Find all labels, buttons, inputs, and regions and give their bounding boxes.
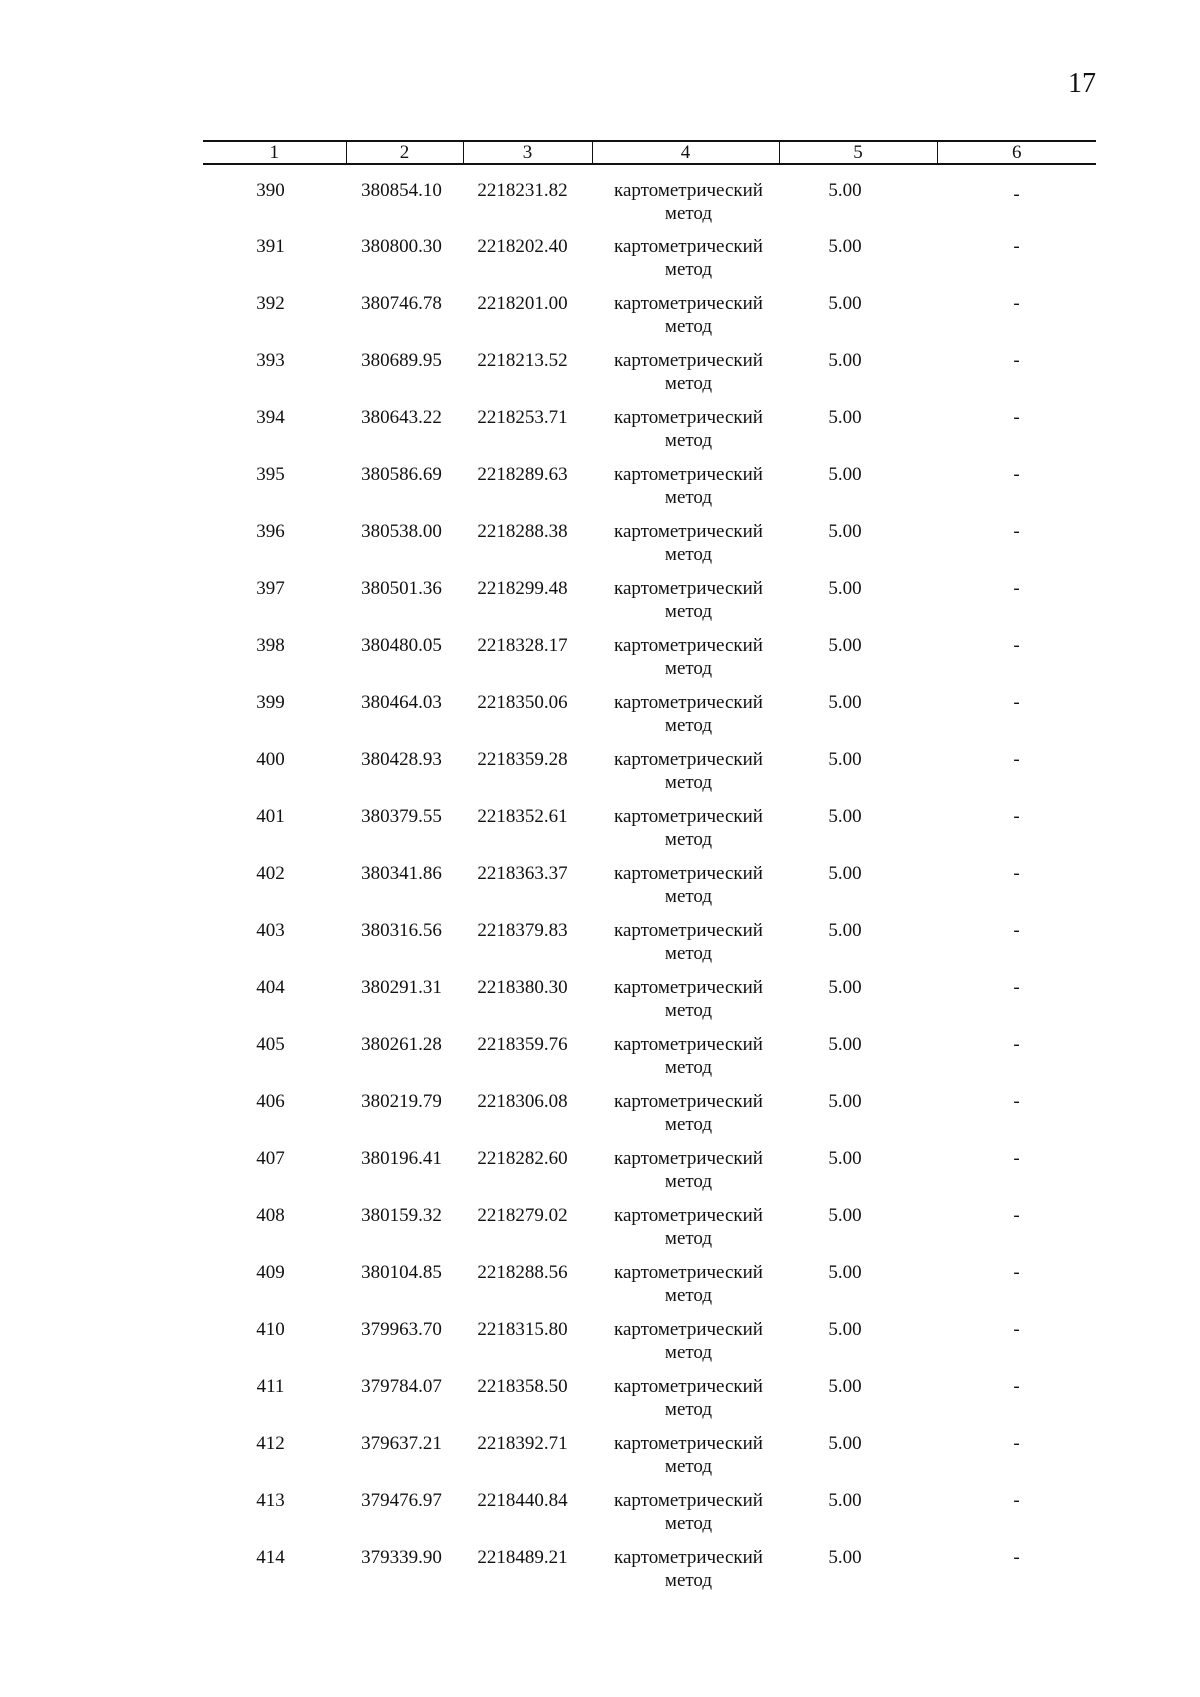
method-cell [592,748,779,805]
x-coordinate-cell: 380746.78 [361,293,442,314]
note-cell: - [1013,692,1020,713]
note-cell: - [1013,1433,1020,1454]
y-coordinate-cell: 2218299.48 [477,578,568,599]
note-cell: - [1013,749,1020,770]
point-number-cell: 401 [256,806,285,827]
table-row [203,577,1096,634]
y-coordinate-cell: 2218379.83 [477,920,568,941]
y-coordinate-cell: 2218253.71 [477,407,568,428]
y-coordinate-cell: 2218289.63 [477,464,568,485]
method-line-1: картометрический [614,1490,763,1511]
x-coordinate-cell: 380464.03 [361,692,442,713]
method-cell [592,691,779,748]
method-line-1: картометрический [614,635,763,656]
method-line-2: метод [664,886,713,907]
method-line-1: картометрический [614,1205,763,1226]
note-cell: - [1013,1490,1020,1511]
method-cell [592,1432,779,1489]
y-coordinate-cell: 2218201.00 [477,293,568,314]
x-coordinate-cell: 380219.79 [361,1091,442,1112]
method-line-2: метод [664,658,713,679]
method-line-2: метод [664,1114,713,1135]
method-line-1: картометрический [614,180,763,201]
method-line-2: метод [664,430,713,451]
note-cell: - [1013,184,1020,205]
accuracy-cell: 5.00 [828,1547,862,1568]
method-cell [592,235,779,292]
point-number-cell: 411 [256,1376,285,1397]
method-line-1: картометрический [614,977,763,998]
y-coordinate-cell: 2218392.71 [477,1433,568,1454]
method-line-1: картометрический [614,1262,763,1283]
point-number-cell: 406 [256,1091,285,1112]
accuracy-cell: 5.00 [828,180,862,201]
note-cell: - [1013,1034,1020,1055]
point-number-cell: 400 [256,749,285,770]
method-line-2: метод [664,259,713,280]
x-coordinate-cell: 380261.28 [361,1034,442,1055]
accuracy-cell: 5.00 [828,293,862,314]
method-line-2: метод [664,943,713,964]
header-row [203,141,1096,164]
table-row [203,406,1096,463]
table-row [203,919,1096,976]
point-number-cell: 408 [256,1205,285,1226]
method-line-1: картометрический [614,806,763,827]
table-row [203,463,1096,520]
method-line-1: картометрический [614,749,763,770]
y-coordinate-cell: 2218306.08 [477,1091,568,1112]
method-line-1: картометрический [614,692,763,713]
point-number-cell: 405 [256,1034,285,1055]
x-coordinate-cell: 380159.32 [361,1205,442,1226]
method-cell [592,1489,779,1546]
table-row [203,164,1096,235]
method-cell [592,1090,779,1147]
header-col-2: 2 [346,141,463,164]
point-number-cell: 402 [256,863,285,884]
accuracy-cell: 5.00 [828,521,862,542]
x-coordinate-cell: 380586.69 [361,464,442,485]
method-line-2: метод [664,1513,713,1534]
method-line-2: метод [664,715,713,736]
method-line-2: метод [664,1285,713,1306]
table-row [203,1204,1096,1261]
point-number-cell: 392 [256,293,285,314]
note-cell: - [1013,236,1020,257]
x-coordinate-cell: 380538.00 [361,521,442,542]
x-coordinate-cell: 380643.22 [361,407,442,428]
note-cell: - [1013,1376,1020,1397]
method-line-2: метод [664,1399,713,1420]
method-line-2: метод [664,203,713,224]
x-coordinate-cell: 380501.36 [361,578,442,599]
method-cell [592,976,779,1033]
method-cell [592,349,779,406]
method-line-1: картометрический [614,293,763,314]
table-row [203,349,1096,406]
x-coordinate-cell: 380104.85 [361,1262,442,1283]
accuracy-cell: 5.00 [828,236,862,257]
x-coordinate-cell: 380854.10 [361,180,442,201]
y-coordinate-cell: 2218328.17 [477,635,568,656]
method-line-2: метод [664,829,713,850]
note-cell: - [1013,977,1020,998]
method-cell [592,164,779,235]
note-cell: - [1013,806,1020,827]
method-cell [592,1147,779,1204]
method-cell [592,406,779,463]
y-coordinate-cell: 2218315.80 [477,1319,568,1340]
y-coordinate-cell: 2218202.40 [477,236,568,257]
y-coordinate-cell: 2218489.21 [477,1547,568,1568]
accuracy-cell: 5.00 [828,1319,862,1340]
x-coordinate-cell: 380428.93 [361,749,442,770]
point-number-cell: 393 [256,350,285,371]
accuracy-cell: 5.00 [828,806,862,827]
note-cell: - [1013,1547,1020,1568]
method-line-2: метод [664,1342,713,1363]
note-cell: - [1013,1205,1020,1226]
note-cell: - [1013,1091,1020,1112]
y-coordinate-cell: 2218213.52 [477,350,568,371]
method-line-1: картометрический [614,464,763,485]
point-number-cell: 399 [256,692,285,713]
method-line-1: картометрический [614,863,763,884]
accuracy-cell: 5.00 [828,1433,862,1454]
method-line-2: метод [664,1000,713,1021]
method-line-2: метод [664,487,713,508]
header-col-3: 3 [463,141,592,164]
accuracy-cell: 5.00 [828,1490,862,1511]
x-coordinate-cell: 379963.70 [361,1319,442,1340]
note-cell: - [1013,635,1020,656]
note-cell: - [1013,350,1020,371]
header-col-4: 4 [592,141,779,164]
method-cell [592,1261,779,1318]
coordinates-table [203,140,1096,1603]
point-number-cell: 413 [256,1490,285,1511]
method-cell [592,1033,779,1090]
table-row [203,862,1096,919]
accuracy-cell: 5.00 [828,863,862,884]
x-coordinate-cell: 380480.05 [361,635,442,656]
method-cell [592,805,779,862]
table-body [203,164,1096,1603]
y-coordinate-cell: 2218279.02 [477,1205,568,1226]
x-coordinate-cell: 380316.56 [361,920,442,941]
table-row [203,1375,1096,1432]
x-coordinate-cell: 380291.31 [361,977,442,998]
header-col-1: 1 [203,141,346,164]
x-coordinate-cell: 379784.07 [361,1376,442,1397]
x-coordinate-cell: 379637.21 [361,1433,442,1454]
method-line-2: метод [664,1570,713,1591]
method-line-2: метод [664,316,713,337]
accuracy-cell: 5.00 [828,749,862,770]
y-coordinate-cell: 2218231.82 [477,180,568,201]
accuracy-cell: 5.00 [828,1376,862,1397]
method-line-1: картометрический [614,1034,763,1055]
x-coordinate-cell: 380341.86 [361,863,442,884]
accuracy-cell: 5.00 [828,350,862,371]
y-coordinate-cell: 2218358.50 [477,1376,568,1397]
accuracy-cell: 5.00 [828,1148,862,1169]
y-coordinate-cell: 2218350.06 [477,692,568,713]
table-row [203,520,1096,577]
table-row [203,1432,1096,1489]
method-line-2: метод [664,1456,713,1477]
accuracy-cell: 5.00 [828,464,862,485]
note-cell: - [1013,1262,1020,1283]
method-line-2: метод [664,1171,713,1192]
accuracy-cell: 5.00 [828,578,862,599]
accuracy-cell: 5.00 [828,1262,862,1283]
method-cell [592,1546,779,1603]
point-number-cell: 409 [256,1262,285,1283]
note-cell: - [1013,578,1020,599]
table-row [203,292,1096,349]
method-line-1: картометрический [614,1433,763,1454]
method-cell [592,520,779,577]
accuracy-cell: 5.00 [828,635,862,656]
header-col-6: 6 [937,141,1096,164]
method-line-1: картометрический [614,1319,763,1340]
method-cell [592,1375,779,1432]
y-coordinate-cell: 2218363.37 [477,863,568,884]
y-coordinate-cell: 2218288.38 [477,521,568,542]
method-line-1: картометрический [614,521,763,542]
table-row [203,1261,1096,1318]
header-col-5: 5 [779,141,937,164]
accuracy-cell: 5.00 [828,1205,862,1226]
method-line-1: картометрический [614,407,763,428]
method-cell [592,463,779,520]
point-number-cell: 410 [256,1319,285,1340]
method-line-1: картометрический [614,236,763,257]
x-coordinate-cell: 380689.95 [361,350,442,371]
method-cell [592,577,779,634]
x-coordinate-cell: 380196.41 [361,1148,442,1169]
point-number-cell: 407 [256,1148,285,1169]
table-row [203,1489,1096,1546]
method-cell [592,634,779,691]
table-row [203,1147,1096,1204]
table-row [203,1033,1096,1090]
table-row [203,1546,1096,1603]
y-coordinate-cell: 2218282.60 [477,1148,568,1169]
method-line-2: метод [664,601,713,622]
accuracy-cell: 5.00 [828,1034,862,1055]
point-number-cell: 404 [256,977,285,998]
method-line-2: метод [664,373,713,394]
x-coordinate-cell: 380800.30 [361,236,442,257]
note-cell: - [1013,1148,1020,1169]
method-line-2: метод [664,1228,713,1249]
point-number-cell: 390 [256,180,285,201]
note-cell: - [1013,407,1020,428]
method-line-2: метод [664,544,713,565]
y-coordinate-cell: 2218352.61 [477,806,568,827]
table-row [203,1318,1096,1375]
accuracy-cell: 5.00 [828,1091,862,1112]
method-line-1: картометрический [614,1547,763,1568]
method-line-1: картометрический [614,350,763,371]
table-row [203,805,1096,862]
table-row [203,235,1096,292]
y-coordinate-cell: 2218359.28 [477,749,568,770]
note-cell: - [1013,920,1020,941]
point-number-cell: 398 [256,635,285,656]
table-row [203,1090,1096,1147]
point-number-cell: 397 [256,578,285,599]
method-line-2: метод [664,1057,713,1078]
method-line-1: картометрический [614,1091,763,1112]
point-number-cell: 412 [256,1433,285,1454]
method-cell [592,862,779,919]
point-number-cell: 403 [256,920,285,941]
point-number-cell: 396 [256,521,285,542]
point-number-cell: 394 [256,407,285,428]
table-header [203,141,1096,164]
method-cell [592,919,779,976]
y-coordinate-cell: 2218359.76 [477,1034,568,1055]
table-row [203,691,1096,748]
accuracy-cell: 5.00 [828,407,862,428]
table-row [203,634,1096,691]
accuracy-cell: 5.00 [828,692,862,713]
y-coordinate-cell: 2218380.30 [477,977,568,998]
accuracy-cell: 5.00 [828,977,862,998]
x-coordinate-cell: 379339.90 [361,1547,442,1568]
method-line-1: картометрический [614,1376,763,1397]
accuracy-cell: 5.00 [828,920,862,941]
point-number-cell: 395 [256,464,285,485]
note-cell: - [1013,464,1020,485]
method-cell [592,292,779,349]
method-cell [592,1318,779,1375]
note-cell: - [1013,863,1020,884]
point-number-cell: 414 [256,1547,285,1568]
page-number: 17 [1068,68,1096,99]
table-row [203,976,1096,1033]
x-coordinate-cell: 379476.97 [361,1490,442,1511]
x-coordinate-cell: 380379.55 [361,806,442,827]
method-line-1: картометрический [614,1148,763,1169]
note-cell: - [1013,521,1020,542]
method-cell [592,1204,779,1261]
note-cell: - [1013,293,1020,314]
y-coordinate-cell: 2218440.84 [477,1490,568,1511]
point-number-cell: 391 [256,236,285,257]
y-coordinate-cell: 2218288.56 [477,1262,568,1283]
method-line-2: метод [664,772,713,793]
table-row [203,748,1096,805]
method-line-1: картометрический [614,920,763,941]
method-line-1: картометрический [614,578,763,599]
note-cell: - [1013,1319,1020,1340]
